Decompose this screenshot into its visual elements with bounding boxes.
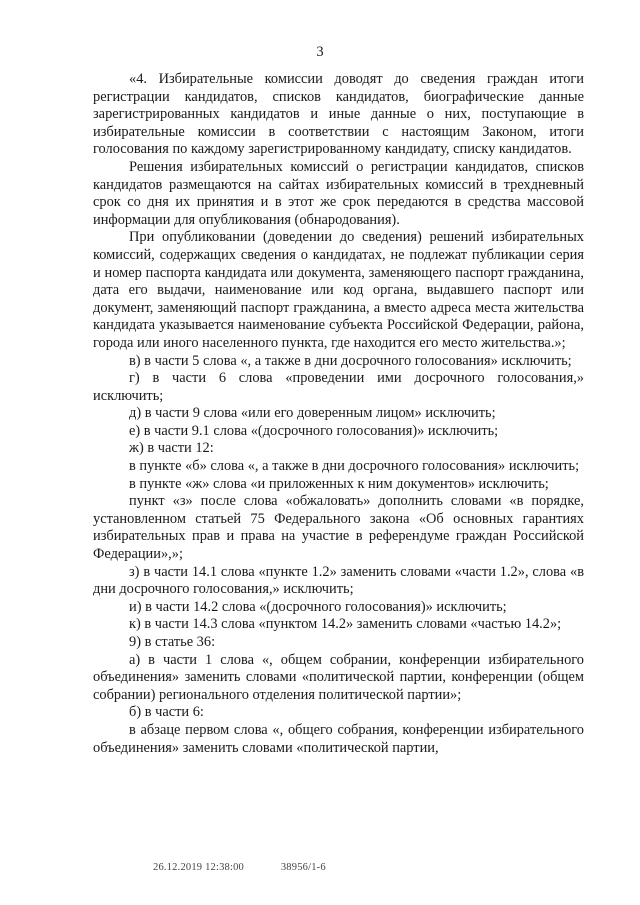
- paragraph: д) в части 9 слова «или его доверенным лицом» исключить;: [129, 405, 496, 422]
- paragraph: При опубликовании (доведении до сведения) решений избирательных комиссий, содержащих сведения о кандидатах, не подлежат публикации серия и номер паспорта кандидата или документа, заменяющего паспорт гражданина, дата его выдачи, наименование или код органа, выдавшего паспорт или документ, заменяющий паспорт гражданина, а вместо адреса места жительства кандидата указывается наименование субъекта Российской Федерации, района, города или иного населенного пункта, где находится его место жительства.»;: [93, 229, 584, 351]
- paragraph: к) в части 14.3 слова «пунктом 14.2» заменить словами «частью 14.2»;: [129, 616, 562, 633]
- paragraph: ж) в части 12:: [129, 440, 214, 457]
- paragraph: пункт «з» после слова «обжаловать» дополнить словами «в порядке, установленном статьей 75 Федерального закона «Об основных гарантиях избирательных прав и права на участие в референдуме граждан Российской Федерации»,»;: [93, 493, 584, 563]
- paragraph: в) в части 5 слова «, а также в дни досрочного голосования» исключить;: [129, 352, 572, 369]
- paragraph: в пункте «ж» слова «и приложенных к ним документов» исключить;: [129, 475, 549, 492]
- paragraph: е) в части 9.1 слова «(досрочного голосования)» исключить;: [129, 422, 499, 439]
- paragraph: б) в части 6:: [129, 704, 204, 721]
- paragraph: Решения избирательных комиссий о регистрации кандидатов, списков кандидатов размещаются на сайтах избирательных комиссий в трехдневный срок со дня их принятия и в этот же срок передаются в средства массовой информации для опубликования (обнародования).: [93, 158, 584, 228]
- paragraph: г) в части 6 слова «проведении ими досрочного голосования,» исключить;: [93, 370, 584, 404]
- paragraph: а) в части 1 слова «, общем собрании, конференции избирательного объединения» заменить словами «политической партии, конференции (общем собрании) регионального отделения политической партии»;: [93, 651, 584, 703]
- paragraph: и) в части 14.2 слова «(досрочного голосования)» исключить;: [129, 598, 507, 615]
- document-footer: [153, 862, 326, 873]
- paragraph: з) в части 14.1 слова «пункте 1.2» заменить словами «части 1.2», слова «в дни досрочного голосования,» исключить;: [93, 563, 584, 598]
- paragraph: в пункте «б» слова «, а также в дни досрочного голосования» исключить;: [129, 458, 580, 475]
- footer-registration-number: 38956/1-6: [280, 862, 326, 873]
- paragraph: 9) в статье 36:: [129, 634, 216, 650]
- footer-timestamp: 26.12.2019 12:38:00: [153, 862, 245, 873]
- paragraph: в абзаце первом слова «, общего собрания, конференции избирательного объединения» заменить словами «политической партии,: [93, 721, 584, 756]
- page-number: 3: [316, 44, 324, 60]
- paragraph: «4. Избирательные комиссии доводят до сведения граждан итоги регистрации кандидатов, списков кандидатов, биографические данные зарегистрированных кандидатов и иные данные о них, поступающие в избирательные комиссии в соответствии с настоящим Законом, итоги голосования по каждому зарегистрированному кандидату, списку кандидатов.: [93, 71, 584, 158]
- document-body: [93, 71, 584, 757]
